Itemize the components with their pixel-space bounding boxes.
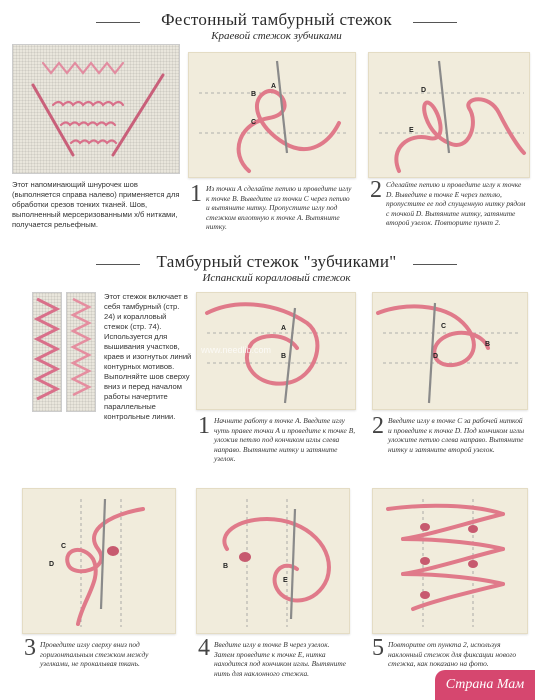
- step-panel-s2-5: [372, 488, 528, 634]
- title-rule-left-2: [96, 264, 140, 265]
- point-label-c: C: [251, 119, 257, 126]
- point-label-d-3: D: [49, 561, 55, 568]
- step-number-s1-1: 1: [190, 181, 202, 207]
- step-number-s2-4: 4: [198, 635, 210, 661]
- step-number-s2-5: 5: [372, 635, 384, 661]
- point-label-e: E: [409, 127, 414, 134]
- step-text-s2-3: Проведите иглу сверху вниз под горизонтальным стежком между узелками, не прокалывая ткань.: [40, 640, 149, 669]
- title-rule-right: [413, 22, 457, 23]
- step-number-s1-2: 2: [370, 177, 382, 203]
- step-text-s2-1: Начните работу в точке А. Введите иглу чуть правее точки А и проведите к точке В, уложив петлю под кончиком иглы слева направо. Вытяните нитку и затяните узелок.: [214, 416, 356, 464]
- title-rule-right-2: [413, 264, 457, 265]
- step-panel-s2-1: [196, 292, 356, 410]
- step-text-s1-2: Сделайте петлю и проведите иглу к точке D. Выведите в точке Е через петлю, пропустите ее под спущенную нитку рядом с точкой D. Вытяните нитку, затяните второй узелок. Повторите пункт 2.: [386, 180, 526, 228]
- point-label-d-2: D: [433, 353, 439, 360]
- scalloped-edge-photo: [12, 44, 180, 174]
- site-logo[interactable]: Страна Мам: [435, 670, 535, 700]
- step-number-s2-3: 3: [24, 635, 36, 661]
- step-panel-s2-3: [22, 488, 176, 634]
- section2-subtitle: Испанский коралловый стежок: [202, 272, 351, 284]
- section1-subtitle: Краевой стежок зубчиками: [211, 30, 342, 42]
- point-label-b-4: B: [223, 563, 229, 570]
- section2-description: Этот стежок включает в себя тамбурный (стр. 24) и коралловый стежок (стр. 74). Используется для вышивания участков, краев и изогнутых линий контурных мотивов. Выполняйте шов сверху вниз и перед началом работы начертите параллельные контрольные линии.: [104, 292, 192, 421]
- point-label-d: D: [421, 87, 427, 94]
- point-label-a-2: A: [281, 325, 287, 332]
- point-label-b-2: B: [281, 353, 287, 360]
- step-text-s2-4: Введите иглу в точке В через узелок. Затем проведите к точке Е, нитка находится под кончиком иглы. Вытяните нить для наклонного стежка.: [214, 640, 346, 678]
- step-number-s2-1: 1: [198, 413, 210, 439]
- section2-title: Тамбурный стежок "зубчиками": [156, 252, 397, 271]
- point-label-a: A: [271, 83, 277, 90]
- zigzag-stitch-photo-2: [66, 292, 96, 412]
- step-panel-s2-4: [196, 488, 350, 634]
- step-panel-s1-2: [368, 52, 530, 178]
- step-text-s2-5: Повторите от пункта 2, используя наклонный стежок для фиксации нового стежка, как показано на фото.: [388, 640, 517, 669]
- step-text-s2-2: Введите иглу в точке С за рабочей ниткой и проведите к точке D. Под кончиком иглы уложите петлю слева направо. Вытяните нитку и затяните второй узелок.: [388, 416, 525, 454]
- zigzag-stitch-photo-1: [32, 292, 62, 412]
- step-panel-s2-2: [372, 292, 528, 410]
- step-panel-s1-1: [188, 52, 356, 178]
- step-text-s1-1: Из точки А сделайте петлю и проведите иглу к точке В. Выведите из точки С через петлю и вытяните нитку. Пропустите иглу под стежком вплотную к точке А. Вытяните нитку.: [206, 184, 352, 232]
- point-label-b: B: [251, 91, 257, 98]
- step-number-s2-2: 2: [372, 413, 384, 439]
- title-rule-left: [96, 22, 140, 23]
- point-label-e-2: E: [283, 577, 288, 584]
- section1-title: Фестонный тамбурный стежок: [161, 10, 392, 29]
- section1-description: Этот напоминающий шнурочек шов (выполняется справа налево) применяется для обработки срезов тонких тканей. Шов, выполненный мерсеризованными х/б нитками, получается рельефным.: [12, 180, 180, 229]
- watermark: www.needlib.com: [201, 345, 272, 355]
- point-label-c-2: C: [441, 323, 447, 330]
- point-label-b-3: B: [485, 341, 491, 348]
- point-label-c-3: C: [61, 543, 67, 550]
